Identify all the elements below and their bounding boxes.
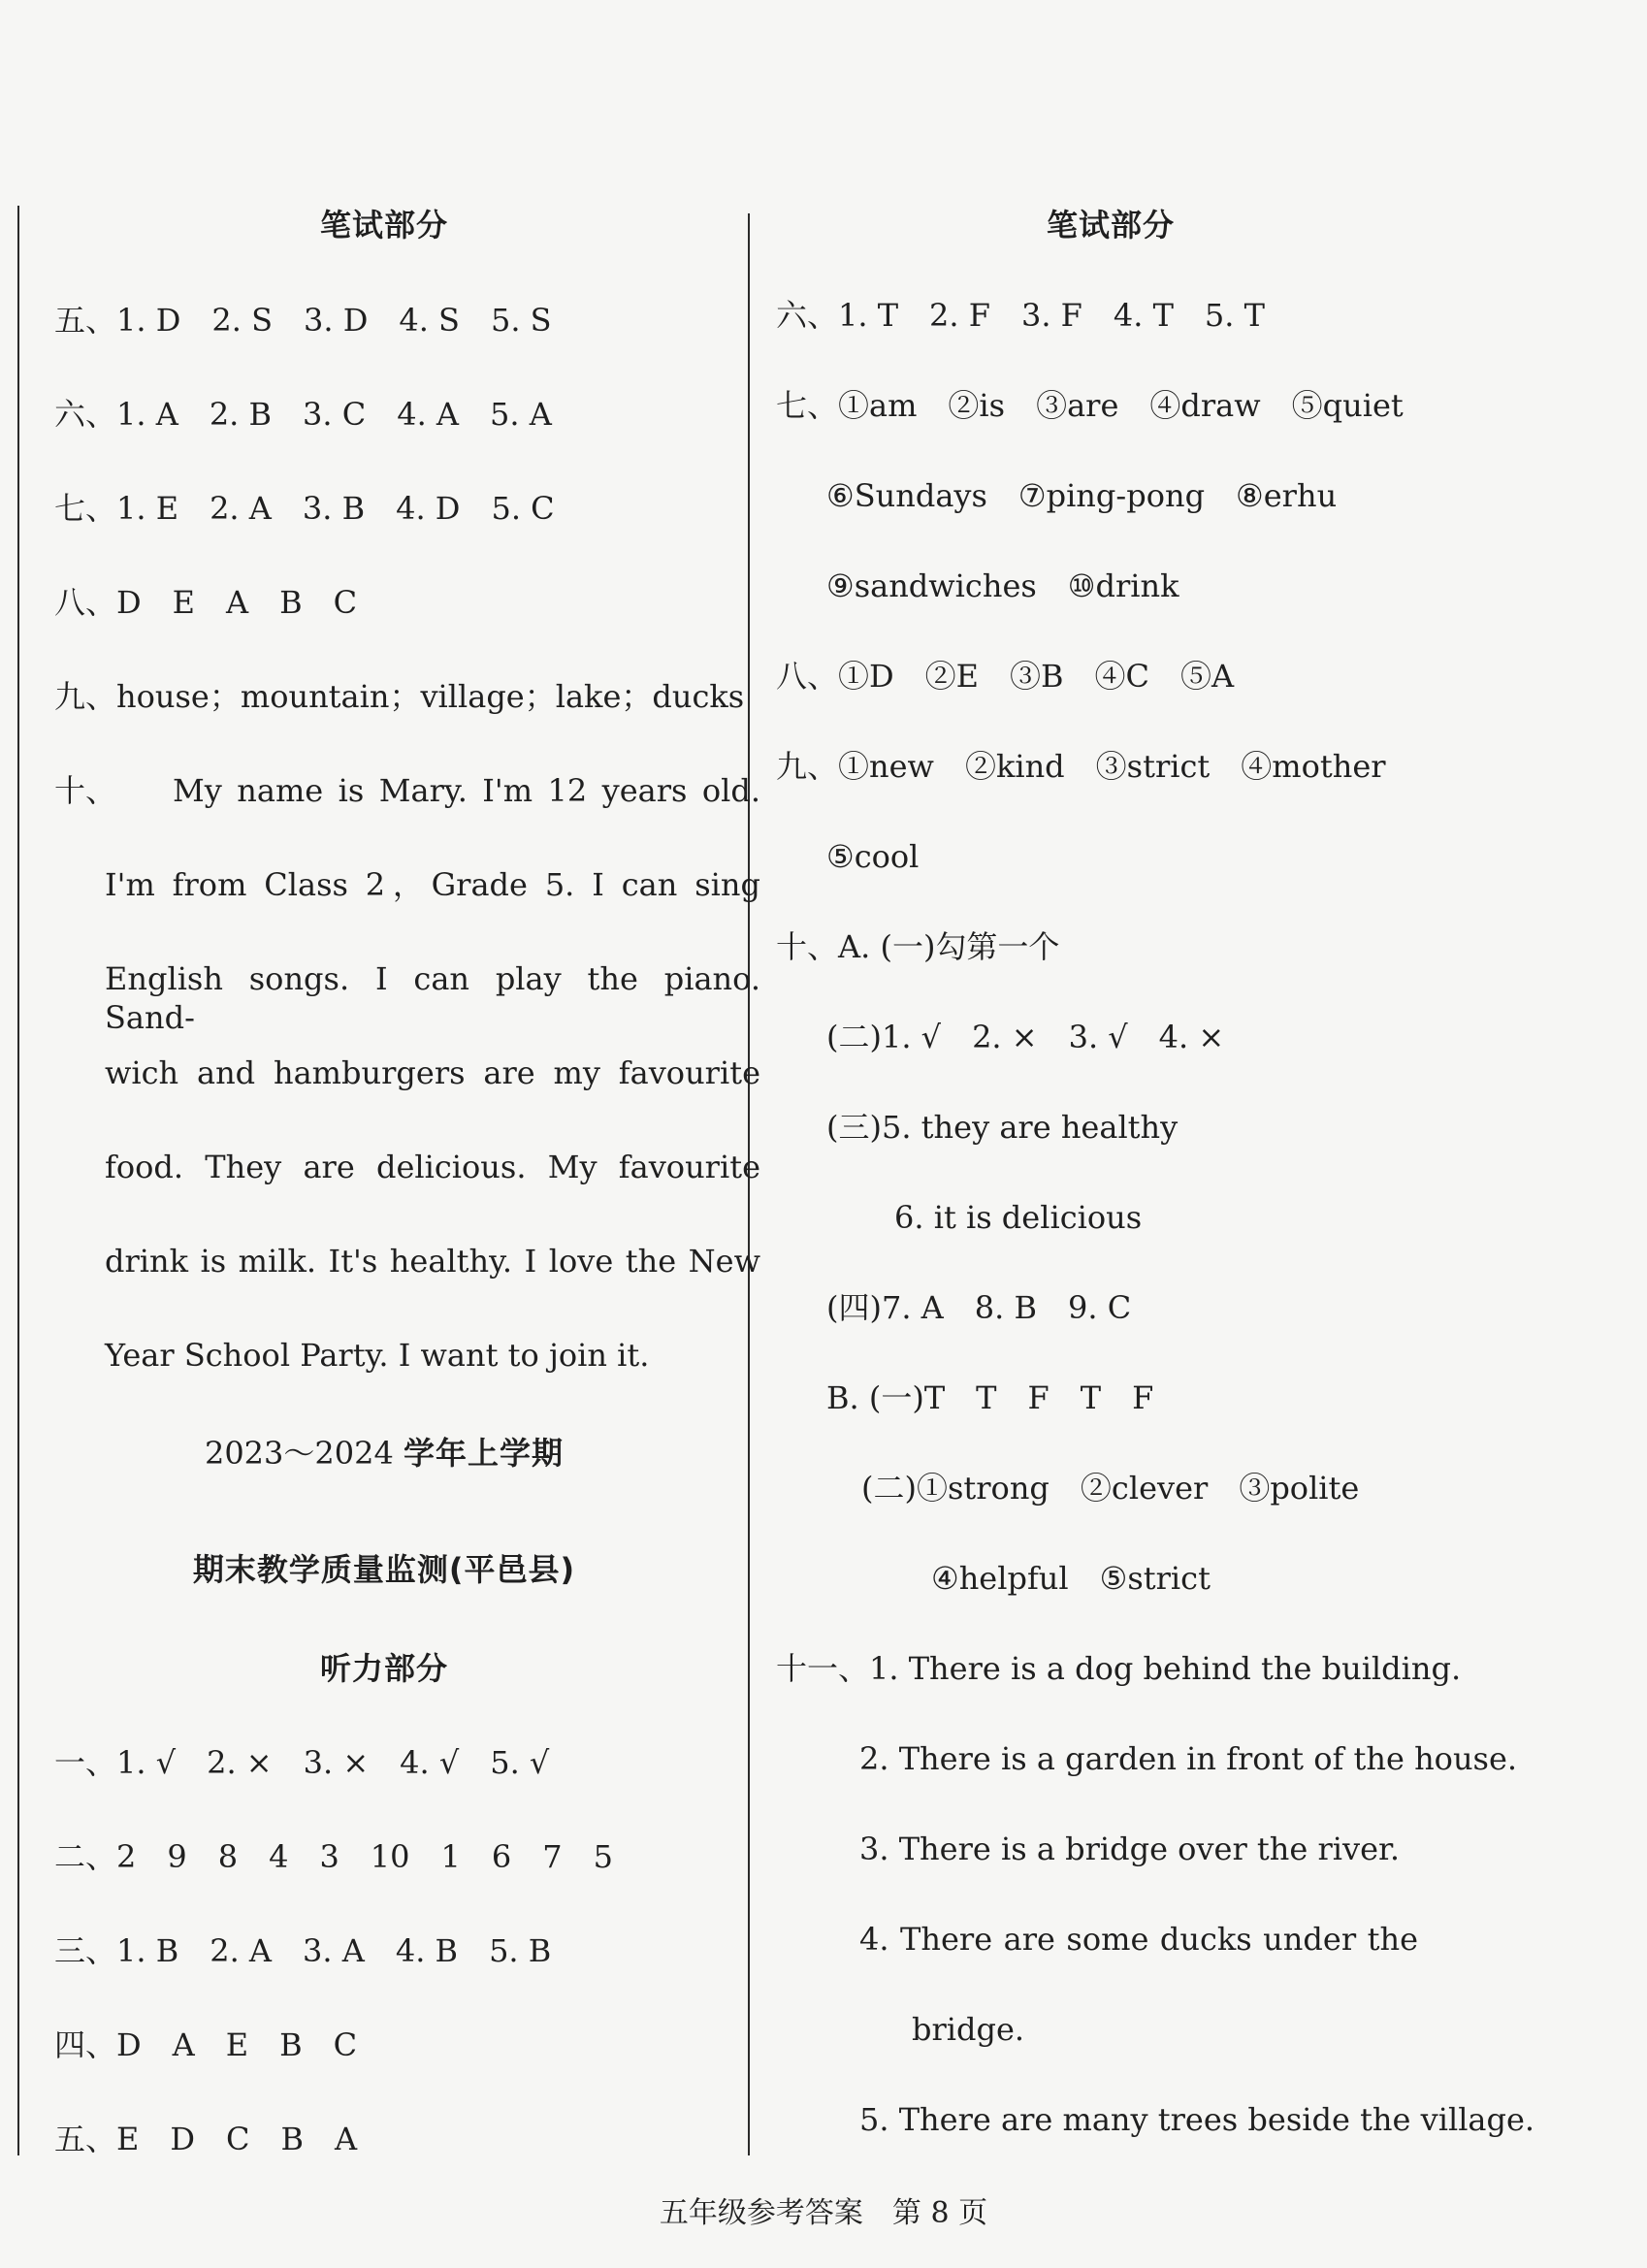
answer-line-10-part4: (四)7. A 8. B 9. C <box>826 1289 1132 1326</box>
answer-line-10-part3: (三)5. they are healthy <box>826 1109 1179 1146</box>
answer-line-10-b2: (二)①strong ②clever ③polite <box>861 1470 1360 1507</box>
exam-title: 期末教学质量监测(平邑县) <box>192 1551 576 1588</box>
exam-year-heading <box>54 1434 714 1473</box>
answer-line-7: 七、1. E 2. A 3. B 4. D 5. C <box>54 490 555 527</box>
answer-line-8: 八、D E A B C <box>54 584 358 621</box>
answer-line-9: 九、house；mountain；village；lake；ducks <box>54 678 745 715</box>
listening-line-5: 五、E D C B A <box>54 2121 358 2157</box>
listening-line-2: 二、2 9 8 4 3 10 1 6 7 5 <box>54 1838 613 1875</box>
answer-line-10-right: 十、A. (一)勾第一个 <box>776 928 1060 965</box>
answer-line-7-cont: ⑨sandwiches ⑩drink <box>826 567 1179 604</box>
answer-line-6: 六、1. A 2. B 3. C 4. A 5. A <box>54 396 552 433</box>
page-footer: 五年级参考答案 第 8 页 <box>659 2196 988 2230</box>
answer-line-6-right: 六、1. T 2. F 3. F 4. T 5. T <box>776 297 1265 334</box>
answer-line-7-right: 七、①am ②is ③are ④draw ⑤quiet <box>776 387 1404 424</box>
exam-year: 2023～2024 <box>204 1435 394 1472</box>
listening-section-heading: 听力部分 <box>319 1650 448 1687</box>
essay-label: 十、 <box>54 772 117 809</box>
listening-line-4: 四、D A E B C <box>54 2026 358 2063</box>
essay-line: wich and hamburgers are my favourite <box>105 1054 760 1091</box>
listening-line-3: 三、1. B 2. A 3. A 4. B 5. B <box>54 1932 552 1969</box>
essay-line: I'm from Class 2，Grade 5. I can sing <box>105 866 760 903</box>
answer-line-5: 五、1. D 2. S 3. D 4. S 5. S <box>54 302 552 339</box>
listening-line-1: 一、1. √ 2. × 3. × 4. √ 5. √ <box>54 1744 550 1781</box>
answer-line-11-2: 2. There is a garden in front of the house. <box>859 1740 1518 1777</box>
essay-line: food. They are delicious. My favourite <box>105 1149 760 1185</box>
answer-line-9-cont: ⑤cool <box>826 838 920 875</box>
answer-line-10-b2-cont: ④helpful ⑤strict <box>931 1560 1211 1597</box>
written-section-heading-right: 笔试部分 <box>1046 207 1175 243</box>
answer-line-10-b: B. (一)T T F T F <box>826 1379 1154 1416</box>
exam-term: 学年上学期 <box>404 1435 565 1472</box>
answer-line-11-4-cont: bridge. <box>912 2011 1025 2048</box>
written-section-heading: 笔试部分 <box>319 207 448 243</box>
essay-line: Year School Party. I want to join it. <box>105 1337 650 1374</box>
essay-line: drink is milk. It's healthy. I love the New <box>105 1243 760 1280</box>
answer-line-7-cont: ⑥Sundays ⑦ping-pong ⑧erhu <box>826 477 1338 514</box>
answer-line-10-part3-cont: 6. it is delicious <box>894 1199 1143 1236</box>
answer-line-10-part2: (二)1. √ 2. × 3. √ 4. × <box>826 1019 1225 1055</box>
answer-line-11: 十一、1. There is a dog behind the building. <box>776 1650 1462 1687</box>
left-margin-rule <box>17 206 19 2155</box>
answer-line-11-5: 5. There are many trees beside the village. <box>859 2101 1535 2138</box>
essay-line: English songs. I can play the piano. Sand- <box>105 960 760 1036</box>
answer-line-11-3: 3. There is a bridge over the river. <box>859 1831 1400 1867</box>
answer-line-9-right: 九、①new ②kind ③strict ④mother <box>776 748 1386 785</box>
essay-line: My name is Mary. I'm 12 years old. <box>173 772 760 809</box>
answer-line-11-4: 4. There are some ducks under the <box>859 1921 1418 1958</box>
answer-line-8-right: 八、①D ②E ③B ④C ⑤A <box>776 658 1235 695</box>
